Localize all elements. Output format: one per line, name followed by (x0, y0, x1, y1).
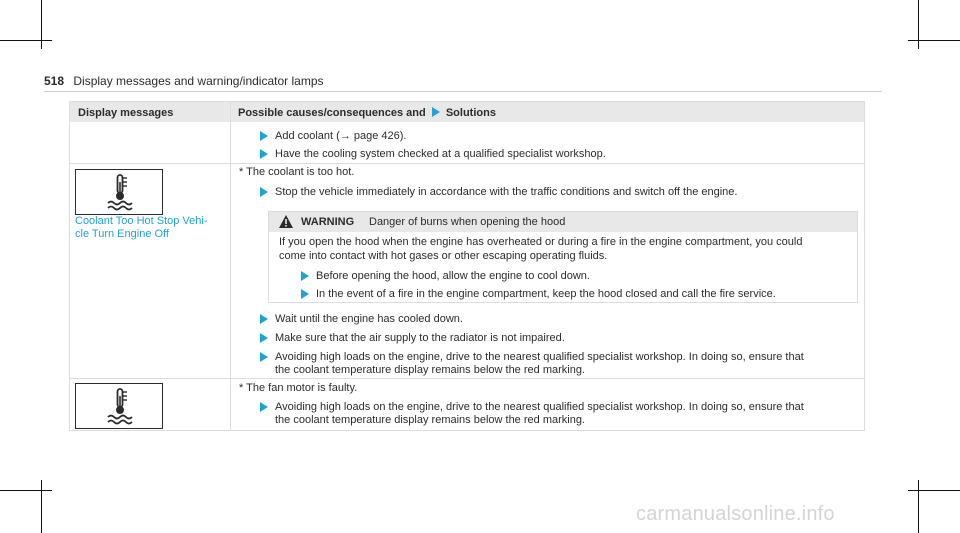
bullet-icon (260, 314, 268, 324)
table-header (70, 102, 864, 122)
row2-bullet-stop: Stop the vehicle immediately in accordance with the traffic conditions and switch off the engine. (275, 186, 738, 198)
warning-bullet-1: Before opening the hood, allow the engine to cool down. (316, 270, 590, 282)
warning-title: WARNING (301, 216, 355, 228)
bullet-icon (260, 187, 268, 197)
bullet-icon (301, 289, 309, 299)
coolant-temperature-icon (104, 387, 136, 425)
display-message-line-1: Coolant Too Hot Stop Vehi- (75, 215, 208, 227)
row2-bullet-wait: Wait until the engine has cooled down. (275, 313, 463, 325)
page-title: Display messages and warning/indicator lamps (73, 74, 324, 88)
bullet-icon (301, 271, 309, 281)
row2-bullet-air: Make sure that the air supply to the radiator is not impaired. (275, 332, 565, 344)
row3-bullet-line-2: the coolant temperature display remains below the red marking. (275, 414, 585, 426)
warning-header (269, 212, 857, 232)
crop-mark (41, 480, 42, 533)
row2-bullet-drive-line-1: Avoiding high loads on the engine, drive to the nearest qualified specialist workshop. In doing so, ensure that (275, 351, 804, 363)
coolant-temperature-icon (104, 173, 136, 211)
watermark: carmanualsonline.info (636, 503, 835, 525)
column-header-solutions (238, 107, 496, 120)
warning-triangle-icon (279, 215, 293, 228)
display-messages-table (69, 101, 865, 431)
column-header-solutions-label: Solutions (445, 107, 496, 119)
row2-cause: * The coolant is too hot. (239, 166, 355, 178)
crop-mark (908, 40, 960, 41)
warning-body-line-1: If you open the hood when the engine has overheated or during a fire in the engine compartment, you could (279, 236, 803, 248)
coolant-icon-box (75, 169, 163, 215)
coolant-icon-box (75, 383, 163, 429)
page-header (44, 74, 324, 88)
bullet-icon (260, 131, 268, 141)
row-divider (70, 163, 864, 164)
crop-mark (918, 0, 919, 49)
crop-mark (41, 0, 42, 49)
display-message-line-2: cle Turn Engine Off (75, 228, 169, 240)
header-divider (44, 91, 882, 92)
row1-bullet-1: Add coolant (→ page 426). (275, 130, 407, 142)
warning-bullet-2: In the event of a fire in the engine compartment, keep the hood closed and call the fire service. (316, 288, 776, 300)
column-divider (230, 102, 231, 430)
crop-mark (0, 490, 52, 491)
row3-cause: * The fan motor is faulty. (239, 382, 358, 394)
bullet-icon (260, 352, 268, 362)
crop-mark (918, 480, 919, 533)
bullet-icon (260, 402, 268, 412)
column-header-causes: Possible causes/consequences and (238, 107, 426, 119)
warning-box (268, 211, 858, 303)
bullet-icon (260, 333, 268, 343)
row2-bullet-drive-line-2: the coolant temperature display remains below the red marking. (275, 364, 585, 376)
warning-body-line-2: come into contact with hot gases or other escaping operating fluids. (279, 250, 608, 262)
column-header-messages: Display messages (78, 107, 174, 119)
crop-mark (0, 40, 52, 41)
warning-subtitle: Danger of burns when opening the hood (369, 216, 566, 228)
page-number: 518 (44, 74, 65, 88)
bullet-icon (260, 149, 268, 159)
row3-bullet-line-1: Avoiding high loads on the engine, drive to the nearest qualified specialist workshop. In doing so, ensure that (275, 401, 804, 413)
play-arrow-icon (432, 107, 440, 120)
crop-mark (908, 490, 960, 491)
row1-bullet-2: Have the cooling system checked at a qualified specialist workshop. (275, 148, 606, 160)
row-divider (70, 378, 864, 379)
